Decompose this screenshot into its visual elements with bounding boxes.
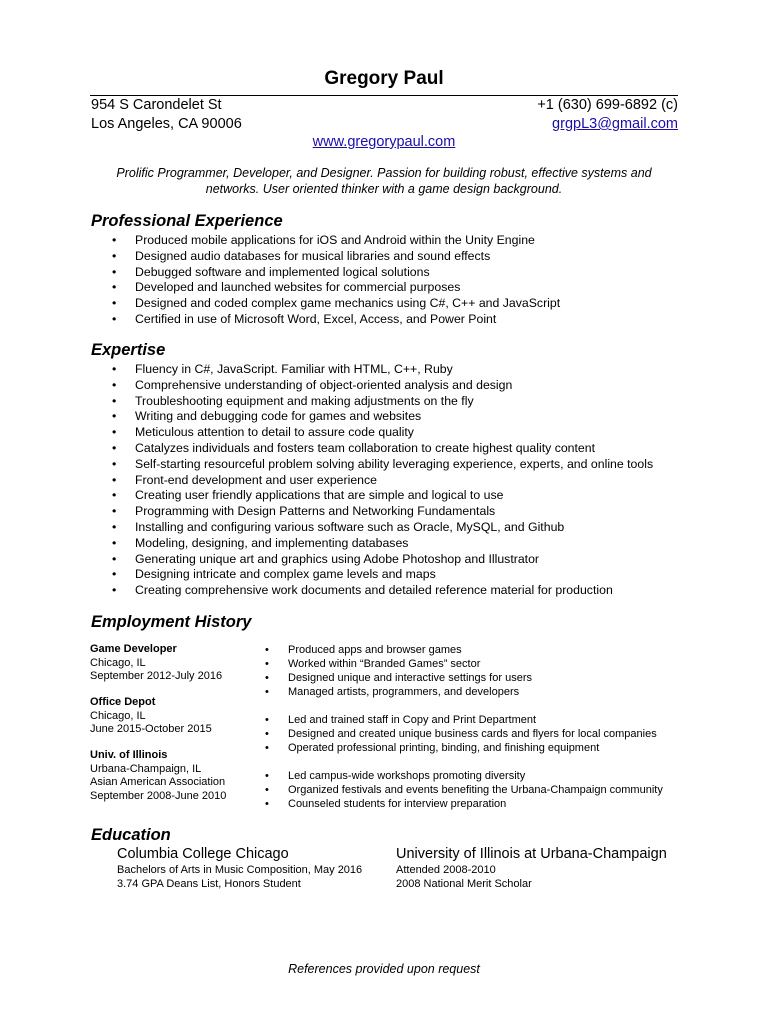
expertise-list (112, 362, 653, 599)
bullet-icon: • (265, 644, 269, 656)
list-item: • Writing and debugging code for games and websites (112, 409, 422, 424)
list-item: • Counseled students for interview preparation (265, 798, 507, 810)
email-link[interactable]: grgpL3@gmail.com (552, 116, 678, 132)
list-item: • Generating unique art and graphics using Adobe Photoshop and Illustrator (112, 551, 540, 566)
bullet-icon: • (112, 377, 117, 392)
employment-heading: Employment History (91, 613, 252, 631)
expertise-heading: Expertise (91, 341, 166, 359)
website-link-text[interactable]: www.gregorypaul.com (312, 134, 456, 150)
bullet-icon: • (112, 248, 117, 263)
education-heading: Education (91, 826, 171, 844)
job-game-developer-bullets (265, 643, 532, 699)
job-office-depot (90, 696, 212, 737)
bullet-icon: • (112, 488, 117, 503)
bullet-icon: • (265, 742, 269, 754)
bullet-icon: • (112, 440, 117, 455)
school-name: University of Illinois at Urbana-Champaign (396, 846, 667, 862)
bullet-icon: • (112, 504, 117, 519)
address-line-1: 954 S Carondelet St (91, 97, 222, 113)
bullet-icon: • (112, 425, 117, 440)
phone-number: +1 (630) 699-6892 (c) (537, 97, 678, 113)
bullet-icon: • (265, 658, 269, 670)
list-item: • Self-starting resourceful problem solving ability leveraging experience, experts, and online tools (112, 456, 654, 471)
bullet-icon: • (265, 672, 269, 684)
list-item: • Managed artists, programmers, and developers (265, 686, 520, 698)
list-item: • Creating user friendly applications that are simple and logical to use (112, 488, 504, 503)
list-item: • Produced apps and browser games (265, 644, 462, 656)
bullet-icon: • (112, 456, 117, 471)
school-details (117, 864, 362, 891)
list-item: • Designed and created unique business cards and flyers for local companies (265, 728, 657, 740)
bullet-icon: • (265, 728, 269, 740)
list-item: • Designed unique and interactive settings for users (265, 672, 532, 684)
bullet-icon: • (112, 393, 117, 408)
bullet-icon: • (112, 535, 117, 550)
job-game-developer (90, 643, 222, 684)
list-item: • Designed audio databases for musical libraries and sound effects (112, 248, 491, 263)
experience-heading: Professional Experience (91, 212, 283, 230)
list-item: • Organized festivals and events benefiting the Urbana-Champaign community (265, 784, 663, 796)
list-item: • Installing and configuring various software such as Oracle, MySQL, and Github (112, 519, 565, 534)
bullet-icon: • (112, 583, 117, 598)
bullet-icon: • (112, 519, 117, 534)
references-note: References provided upon request (288, 962, 480, 976)
list-item: • Comprehensive understanding of object-oriented analysis and design (112, 377, 513, 392)
list-item: • Programming with Design Patterns and Networking Fundamentals (112, 504, 496, 519)
job-detail: Chicago, IL (90, 656, 146, 669)
list-item: • Troubleshooting equipment and making adjustments on the fly (112, 393, 474, 408)
list-item: • Front-end development and user experience (112, 472, 377, 487)
header-rule (90, 95, 678, 96)
list-item: • Certified in use of Microsoft Word, Excel, Access, and Power Point (112, 311, 497, 326)
job-office-depot-bullets (265, 713, 657, 755)
bullet-icon: • (112, 264, 117, 279)
job-univ-of-illinois (90, 749, 226, 803)
job-detail: September 2008-June 2010 (90, 789, 227, 802)
list-item: • Worked within “Branded Games” sector (265, 658, 481, 670)
school-detail: 3.74 GPA Deans List, Honors Student (117, 877, 301, 890)
bullet-icon: • (112, 280, 117, 295)
list-item: • Creating comprehensive work documents and detailed reference material for production (112, 583, 613, 598)
bullet-icon: • (112, 472, 117, 487)
job-detail: Urbana-Champaign, IL (90, 762, 202, 775)
job-detail: Chicago, IL (90, 709, 146, 722)
list-item: • Operated professional printing, binding, and finishing equipment (265, 742, 600, 754)
list-item: • Developed and launched websites for commercial purposes (112, 280, 461, 295)
bullet-icon: • (265, 770, 269, 782)
job-univ-of-illinois-bullets (265, 769, 663, 811)
bullet-icon: • (112, 233, 117, 247)
experience-list (112, 233, 560, 328)
school-details (396, 864, 532, 891)
job-title: Game Developer (90, 643, 177, 655)
list-item: • Catalyzes individuals and fosters team collaboration to create highest quality content (112, 440, 596, 455)
list-item: • Meticulous attention to detail to assure code quality (112, 425, 414, 440)
bullet-icon: • (112, 567, 117, 582)
list-item: • Designed and coded complex game mechanics using C#, C++ and JavaScript (112, 296, 561, 311)
list-item: • Led campus-wide workshops promoting diversity (265, 770, 526, 782)
list-item: • Designing intricate and complex game levels and maps (112, 567, 436, 582)
job-detail: Asian American Association (90, 776, 226, 788)
objective-statement: Prolific Programmer, Developer, and Designer. Passion for building robust, effective systems and networks. User oriented thinker with a game design background. (116, 166, 652, 196)
school-detail: 2008 National Merit Scholar (396, 877, 532, 890)
bullet-icon: • (265, 798, 269, 810)
job-detail: September 2012-July 2016 (90, 670, 223, 682)
address-line-2: Los Angeles, CA 90006 (91, 116, 242, 132)
school-detail: Attended 2008-2010 (396, 864, 496, 876)
bullet-icon: • (265, 714, 269, 726)
job-title: Univ. of Illinois (90, 749, 168, 761)
school-name: Columbia College Chicago (117, 846, 289, 862)
bullet-icon: • (112, 311, 117, 326)
website-link (0, 134, 768, 150)
candidate-name: Gregory Paul (324, 68, 444, 89)
bullet-icon: • (112, 551, 117, 566)
list-item: • Produced mobile applications for iOS and Android within the Unity Engine (112, 233, 535, 247)
list-item: • Debugged software and implemented logical solutions (112, 264, 430, 279)
list-item: • Modeling, designing, and implementing databases (112, 535, 409, 550)
school-detail: Bachelors of Arts in Music Composition, May 2016 (117, 864, 363, 876)
list-item: • Fluency in C#, JavaScript. Familiar with HTML, C++, Ruby (112, 362, 453, 376)
job-detail: June 2015-October 2015 (90, 723, 212, 735)
job-title: Office Depot (90, 696, 156, 708)
bullet-icon: • (112, 296, 117, 311)
list-item: • Led and trained staff in Copy and Print Department (265, 714, 537, 726)
bullet-icon: • (265, 686, 269, 698)
bullet-icon: • (265, 784, 269, 796)
bullet-icon: • (112, 362, 117, 376)
bullet-icon: • (112, 409, 117, 424)
